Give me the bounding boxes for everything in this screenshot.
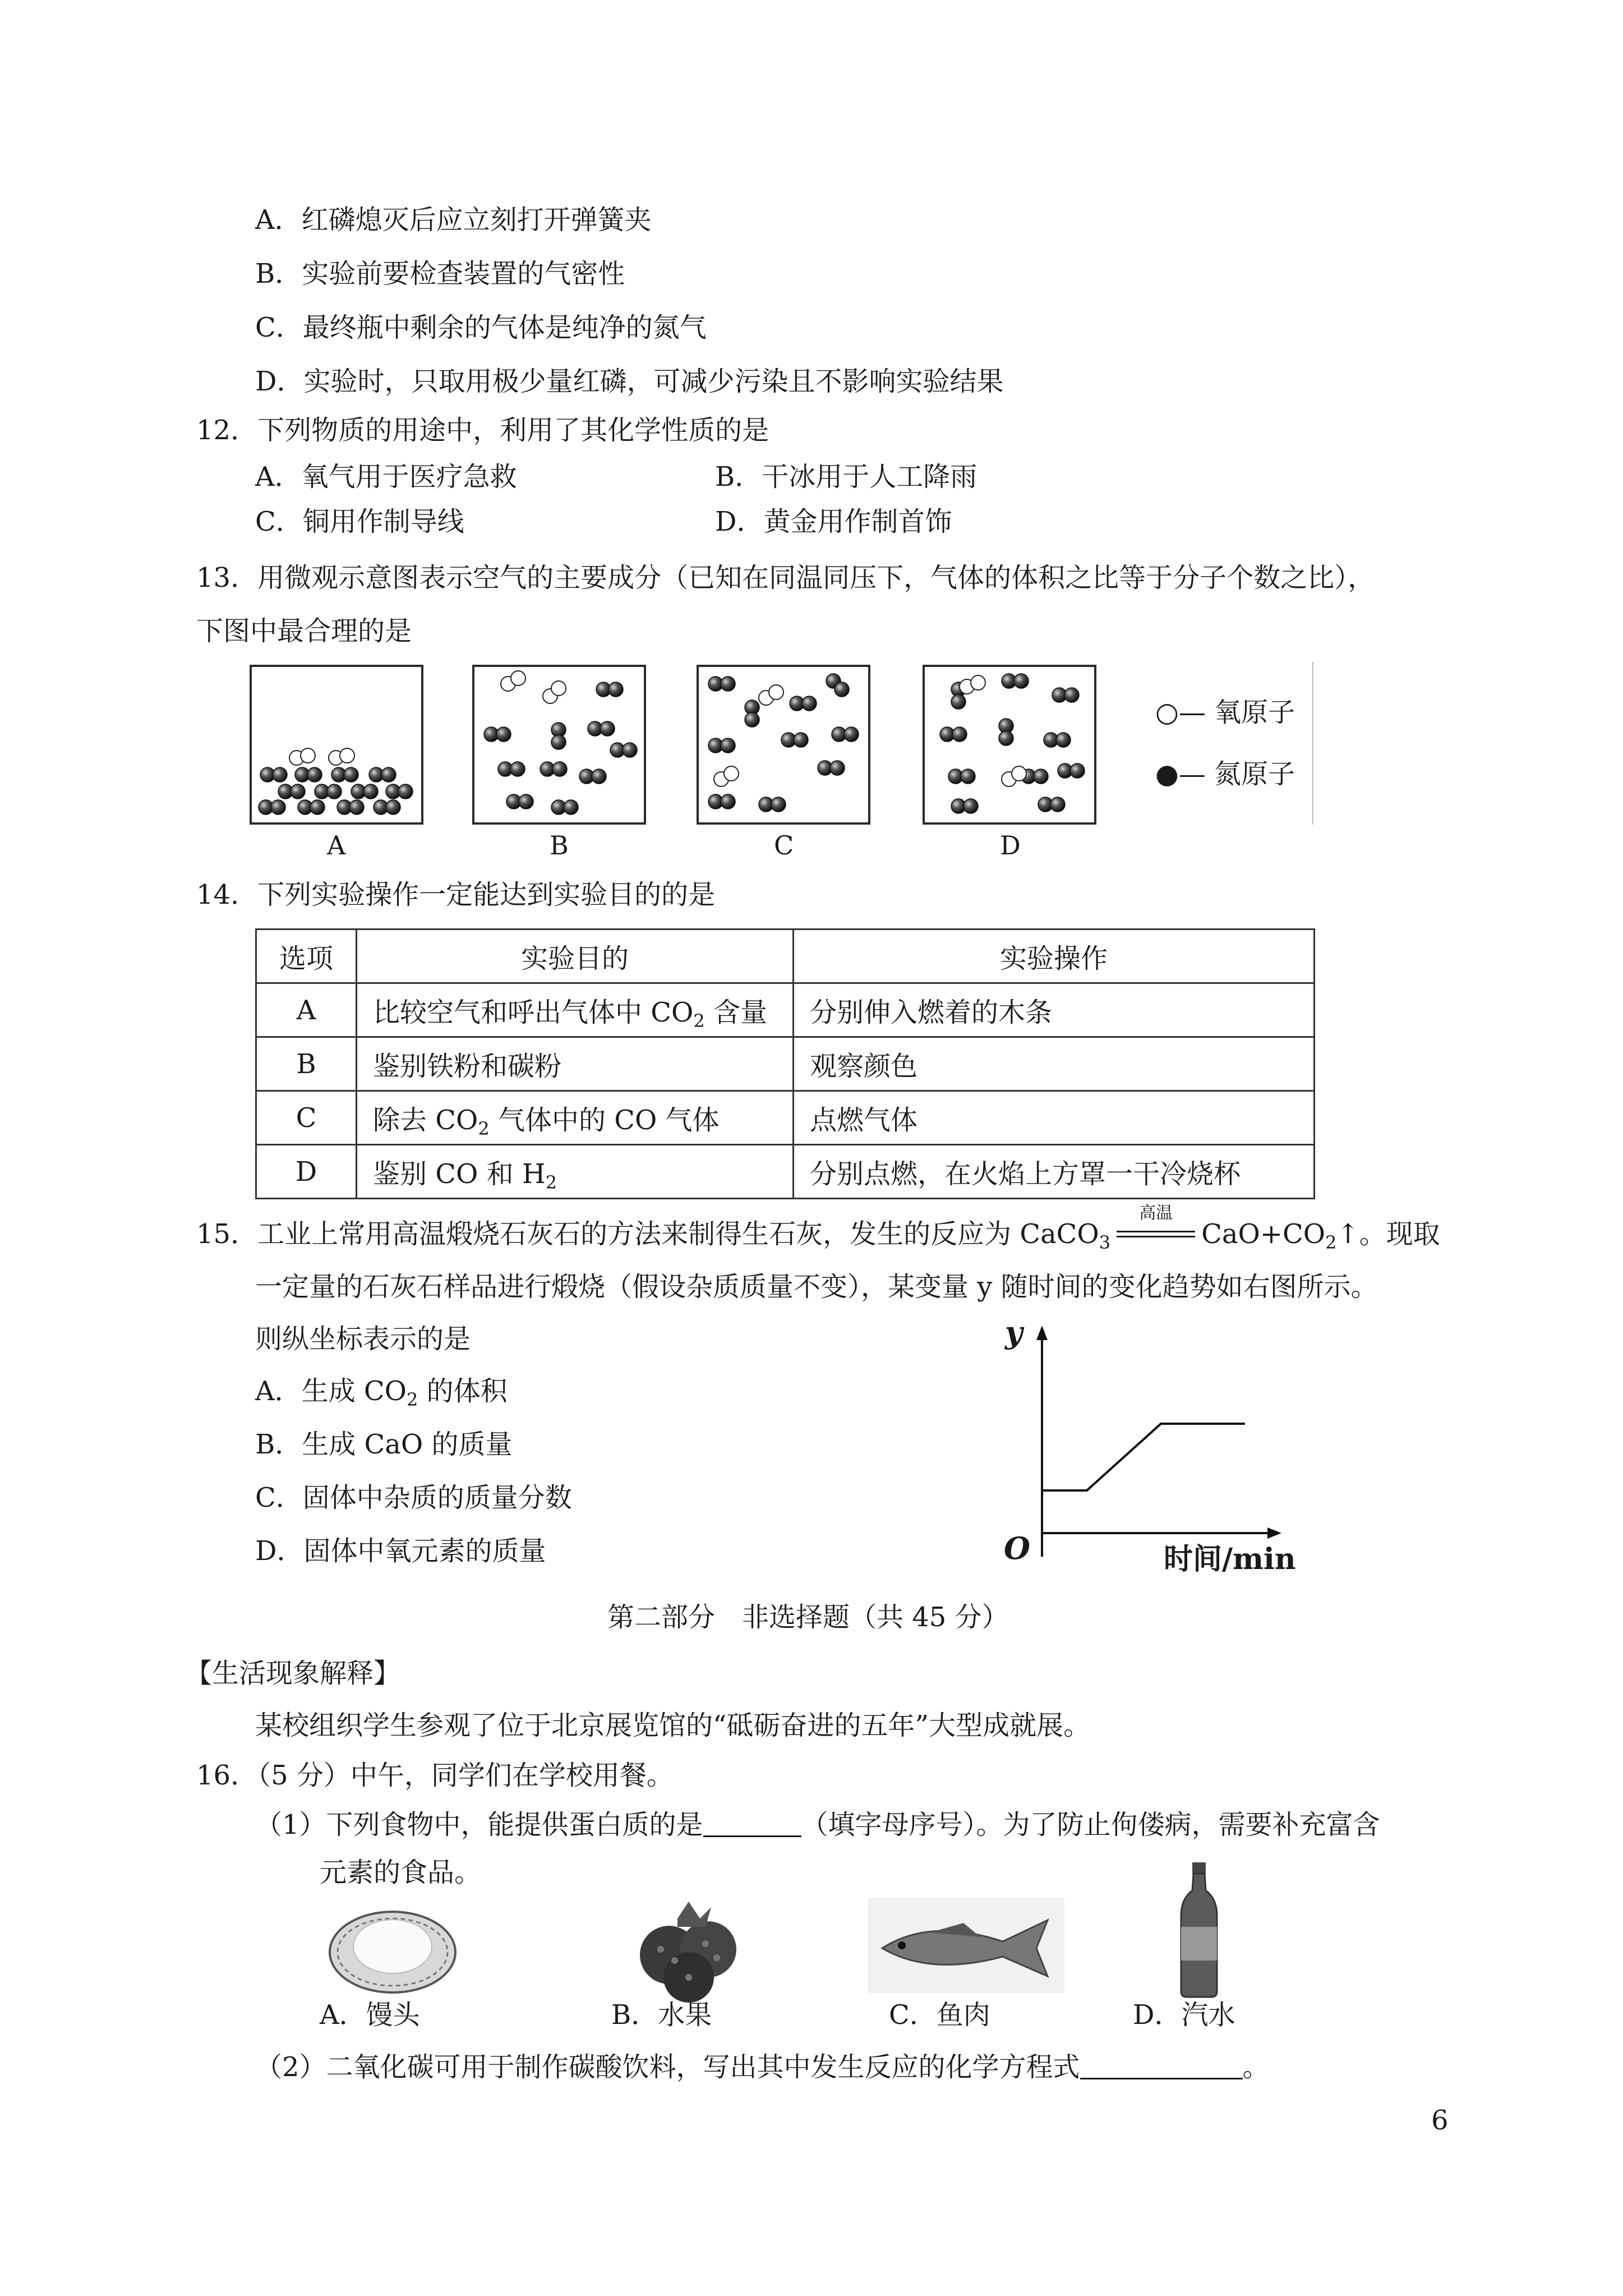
fish-image <box>868 1898 1064 1993</box>
q13-stem-line2: 下图中最合理的是 <box>196 615 412 647</box>
q13-stem-line1: 13．用微观示意图表示空气的主要成分（已知在同温同压下，气体的体积之比等于分子个数之比）， <box>196 562 1375 593</box>
row-option: C <box>256 1091 357 1145</box>
x-axis-arrow <box>1267 1527 1281 1539</box>
q15-option-a: A．生成 $CO_2$ 的体积 <box>255 1375 508 1410</box>
row-option: B <box>256 1037 357 1091</box>
q15-option-b: B．生成 CaO 的质量 <box>255 1429 513 1460</box>
row-option: D <box>256 1145 357 1199</box>
row-operation: 分别点燃，在火焰上方罩一干冷烧杯 <box>794 1145 1315 1199</box>
q15-option-c: C．固体中杂质的质量分数 <box>255 1482 572 1513</box>
header-operation: 实验操作 <box>794 930 1315 983</box>
diagram-box-a <box>250 665 423 825</box>
food-label-a: A．馒头 <box>320 1999 420 2031</box>
graph-x-label: 时间/min <box>1164 1542 1296 1576</box>
q11-option-d: D．实验时，只取用极少量红磷，可减少污染且不影响实验结果 <box>255 366 1004 397</box>
row-goal: 鉴别 CO 和 $H_2$ <box>357 1145 794 1199</box>
q12-option-a: A．氧气用于医疗急救 <box>255 461 517 493</box>
food-label-d: D．汽水 <box>1133 1999 1235 2031</box>
diagram-box-b <box>472 665 646 825</box>
food-label-c: C．鱼肉 <box>889 1999 990 2031</box>
diagram-box-d <box>923 665 1096 825</box>
q12-option-b: B．干冰用于人工降雨 <box>715 461 978 493</box>
q16-part2: （2）二氧化碳可用于制作碳酸饮料，写出其中发生反应的化学方程式 。 <box>255 2051 1270 2083</box>
diagram-a-molecules <box>252 667 421 822</box>
diagram-label-b: B <box>550 830 569 861</box>
q12-option-c: C．铜用作制导线 <box>255 506 464 537</box>
table-row <box>256 1037 1315 1091</box>
y-axis-arrow <box>1036 1326 1048 1340</box>
row-option: A <box>256 983 357 1037</box>
intro-text: 某校组织学生参观了位于北京展览馆的“砥砺奋进的五年”大型成就展。 <box>255 1710 1091 1741</box>
soda-bottle-image <box>1171 1860 1227 2000</box>
diagram-label-a: A <box>327 830 346 861</box>
q15-stem-line3: 则纵坐标表示的是 <box>255 1323 471 1355</box>
page-number: 6 <box>1431 2105 1449 2136</box>
trend-graph <box>993 1321 1307 1579</box>
row-operation: 分别伸入燃着的木条 <box>794 983 1315 1037</box>
q12-stem: 12．下列物质的用途中，利用了其化学性质的是 <box>196 415 769 446</box>
q15-stem-line1: 15．工业上常用高温煅烧石灰石的方法来制得生石灰，发生的反应为 CaCO$_3$ 高温 $CaO+CO_2↑$。现取 <box>196 1203 1440 1253</box>
legend-oxygen: ○— 氧原子 <box>1155 697 1295 728</box>
table-header-row <box>256 930 1315 983</box>
table-row <box>256 1091 1315 1145</box>
diagram-box-c <box>697 665 870 825</box>
q16-part1: （1）下列食物中，能提供蛋白质的是 （填字母序号）。为了防止佝偻病，需要补充富含 <box>255 1809 1380 1841</box>
q14-table <box>255 928 1315 1199</box>
q11-option-c: C．最终瓶中剩余的气体是纯净的氮气 <box>255 312 707 343</box>
row-operation: 观察颜色 <box>794 1037 1315 1091</box>
graph-origin-label: O <box>1004 1530 1031 1566</box>
row-operation: 点燃气体 <box>794 1091 1315 1145</box>
q12-option-d: D．黄金用作制首饰 <box>715 506 952 537</box>
table-row <box>256 983 1315 1037</box>
food-label-b: B．水果 <box>611 1999 712 2031</box>
q16-stem: 16．（5 分）中午，同学们在学校用餐。 <box>196 1760 674 1791</box>
q11-option-b: B．实验前要检查装置的气密性 <box>255 258 625 289</box>
diagram-b-molecules <box>474 667 644 822</box>
reaction-arrow <box>1117 1231 1195 1237</box>
q11-option-a: A．红磷熄灭后应立刻打开弹簧夹 <box>255 204 652 236</box>
graph-y-label: y <box>1005 1314 1023 1350</box>
q15-stem-line2: 一定量的石灰石样品进行煅烧（假设杂质质量不变），某变量 y 随时间的变化趋势如右图所示。 <box>255 1271 1378 1303</box>
answer-blank-1[interactable] <box>703 1811 801 1837</box>
trend-line <box>1042 1424 1245 1490</box>
berries-image <box>627 1893 750 2005</box>
header-goal: 实验目的 <box>357 930 794 983</box>
q15-option-d: D．固体中氧元素的质量 <box>255 1535 546 1567</box>
diagram-label-c: C <box>774 830 794 861</box>
legend-nitrogen: ●— 氮原子 <box>1155 758 1295 790</box>
section-title: 【生活现象解释】 <box>185 1658 401 1689</box>
answer-blank-2[interactable] <box>1080 2053 1243 2079</box>
row-goal: 比较空气和呼出气体中 $CO_2$ 含量 <box>357 983 794 1037</box>
row-goal: 鉴别铁粉和碳粉 <box>357 1037 794 1091</box>
legend-divider <box>1312 662 1313 825</box>
steamed-bun-image <box>325 1896 460 1997</box>
row-goal: 除去 $CO_2$ 气体中的 CO 气体 <box>357 1091 794 1145</box>
diagram-label-d: D <box>1000 830 1021 861</box>
diagram-c-molecules <box>699 667 868 822</box>
q14-stem: 14．下列实验操作一定能达到实验目的的是 <box>196 879 716 910</box>
diagram-d-molecules <box>925 667 1094 822</box>
table-row <box>256 1145 1315 1199</box>
part2-title: 第二部分 非选择题（共 45 分） <box>607 1602 1009 1633</box>
header-option: 选项 <box>256 930 357 983</box>
q16-part1-line2: 元素的食品。 <box>320 1857 482 1888</box>
reaction-condition: 高温 <box>1139 1203 1173 1223</box>
